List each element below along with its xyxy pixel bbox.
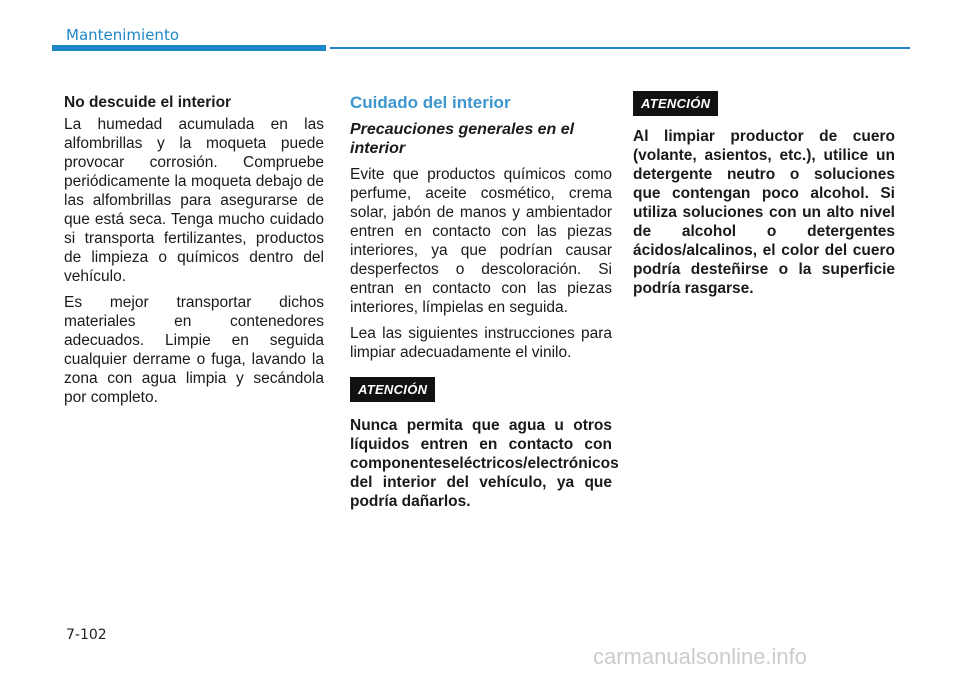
middle-subheading: Precauciones generales en el interior: [350, 121, 575, 157]
middle-heading: Cuidado del interior: [350, 93, 511, 112]
left-heading: No descuide el interior: [64, 94, 232, 111]
left-paragraph-2: Es mejor transportar dichos materiales en contenedores adecuados. Limpie en seguida cualquier derrame o fuga, lavando la zona con agua limpia y secándola por completo.: [64, 294, 324, 406]
caution-label-middle: ATENCIÓN: [350, 377, 435, 402]
header-rule-thin: [330, 47, 910, 49]
middle-paragraph-2: Lea las siguientes instrucciones para limpiar adecuadamente el vinilo.: [350, 325, 612, 361]
middle-column: [350, 93, 619, 518]
left-column: [64, 93, 324, 414]
right-column: [633, 91, 895, 305]
caution-label-right: ATENCIÓN: [633, 91, 718, 116]
watermark: carmanualsonline.info: [593, 644, 808, 669]
header-rule-thick: [52, 45, 326, 51]
caution-text-middle: Nunca permita que agua u otros líquidos entren en contacto con componenteseléctricos/electrónicos del interior del vehículo, ya que podría dañarlos.: [350, 417, 619, 510]
page-number: 7-102: [66, 627, 107, 643]
middle-paragraph-1: Evite que productos químicos como perfume, aceite cosmético, crema solar, jabón de manos y ambientador entren en contacto con las piezas interiores, ya que podrían causar desperfectos o descoloración. Si entran en contacto con las piezas interiores, límpielas en seguida.: [350, 166, 612, 316]
caution-text-right: Al limpiar productor de cuero (volante, asientos, etc.), utilice un detergente neutro o soluciones que contengan poco alcohol. Si utiliza soluciones con un alto nivel de alcohol o detergentes ácidos/alcalinos, el color del cuero podría desteñirse o la superficie podría rasgarse.: [633, 128, 895, 297]
section-title: Mantenimiento: [66, 26, 179, 44]
left-paragraph-1: La humedad acumulada en las alfombrillas y la moqueta puede provocar corrosión. Compruebe periódicamente la moqueta debajo de las alfombrillas para asegurarse de que está seca. Tenga mucho cuidado si transporta fertilizantes, productos de limpieza o químicos dentro del vehículo.: [64, 116, 324, 285]
